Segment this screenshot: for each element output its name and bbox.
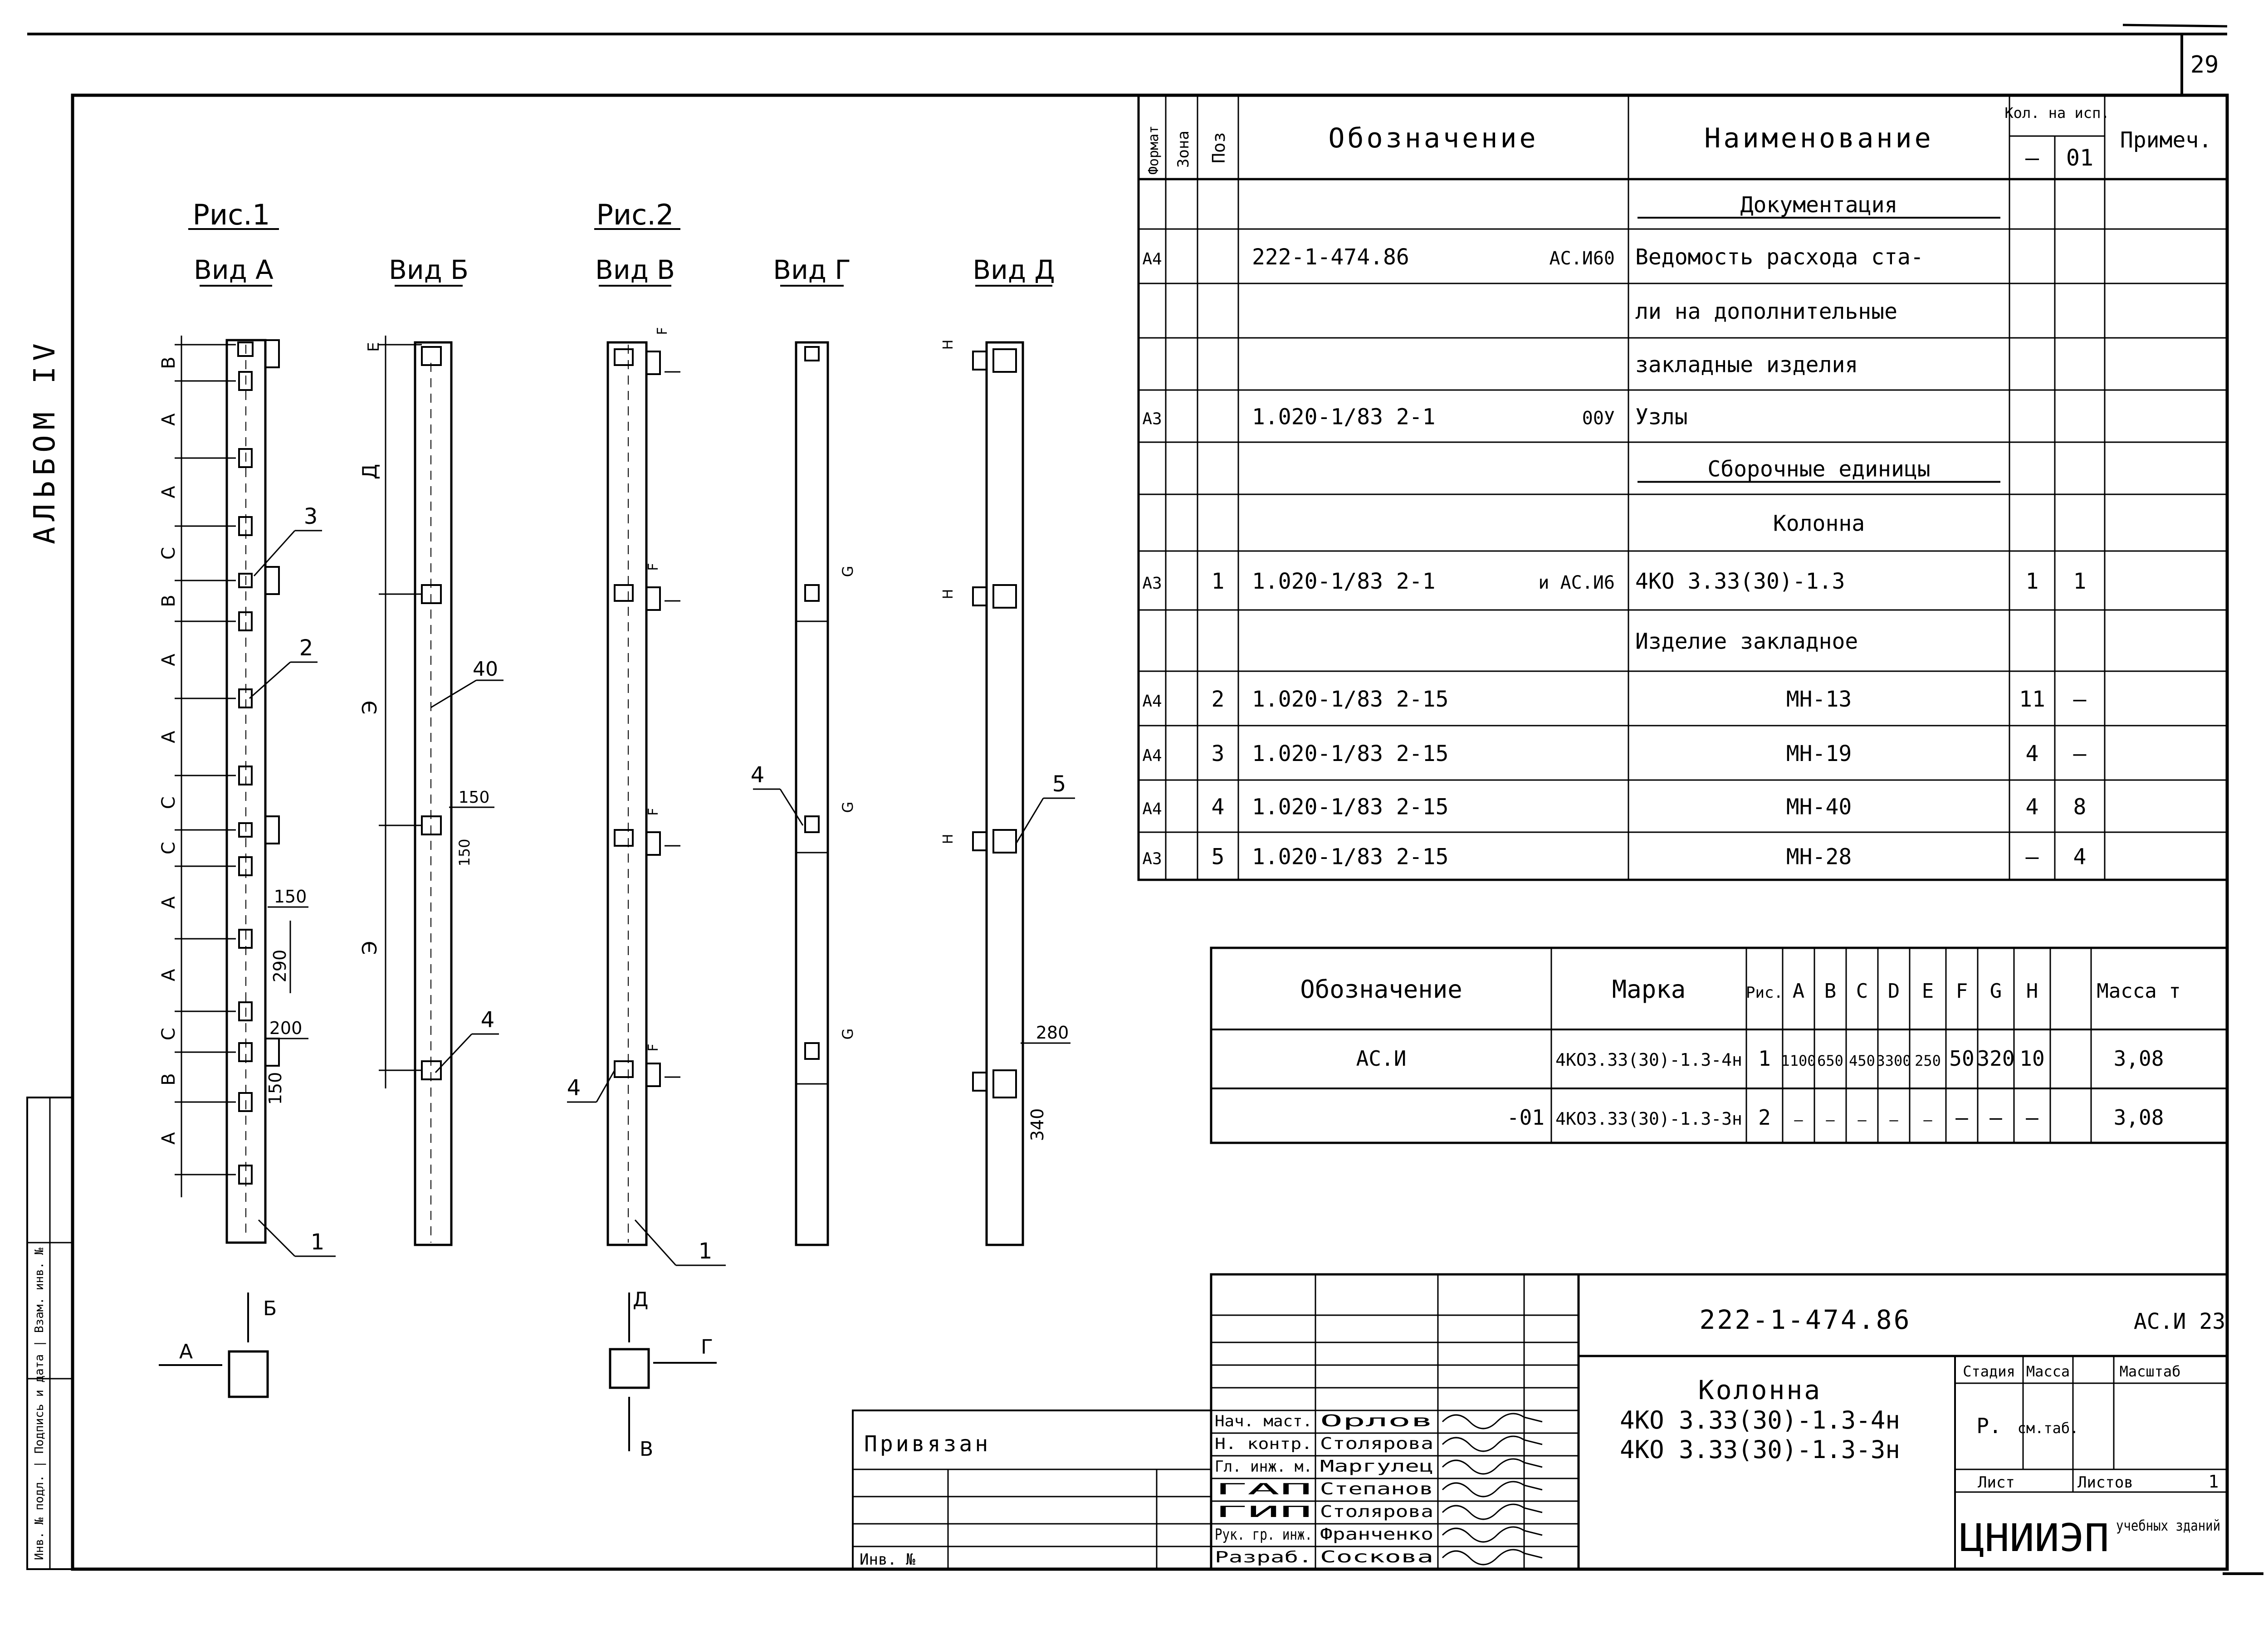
spec-qty1-cell: 4 <box>2025 741 2039 766</box>
org-name: учебных зданий <box>2116 1517 2220 1534</box>
section-right-g: Г <box>701 1336 713 1359</box>
dim-150c: 150 <box>458 788 490 807</box>
dim-340: 340 <box>1027 1108 1047 1141</box>
mark-cell: 450 <box>1849 1052 1875 1069</box>
dim-letter-d3: Э <box>358 941 381 955</box>
mark-cells <box>1300 975 2181 1130</box>
title-block <box>853 1274 2227 1569</box>
spec-code-cell: АС.И60 <box>1549 248 1615 269</box>
spec-pos-cell: 1 <box>1211 569 1225 594</box>
dim-letter: С <box>158 842 179 854</box>
spec-qty1-cell: 4 <box>2025 794 2039 820</box>
dim-150d: 150 <box>456 839 473 867</box>
dim-280: 280 <box>1036 1023 1069 1043</box>
mark-cell: – <box>1826 1111 1835 1128</box>
mark-cell: 3,08 <box>2113 1046 2164 1071</box>
spec-qty2-cell: 4 <box>2073 844 2087 870</box>
mark-header-cell: B <box>1824 980 1837 1003</box>
spec-name-cell: Изделие закладное <box>1635 629 1858 654</box>
section-right-v: В <box>640 1438 654 1461</box>
mark-cell: АС.И <box>1356 1046 1407 1071</box>
signer-rows <box>1215 1412 1542 1566</box>
sheets-label: Листов <box>2077 1473 2133 1492</box>
spec-qty1-cell: 1 <box>2025 569 2039 594</box>
dim-letter: С <box>158 796 179 809</box>
mark-cell: 250 <box>1915 1052 1941 1069</box>
spec-qty1-cell: – <box>2025 844 2039 870</box>
dim-letter-f1: F <box>655 327 670 335</box>
mark-header-cell: G <box>1989 980 2002 1003</box>
mark-cell: 1100 <box>1781 1052 1816 1069</box>
signer-role: Гл. инж. м. <box>1215 1458 1312 1476</box>
signer-name: Франченко <box>1320 1525 1433 1544</box>
dim-letter-g1: G <box>839 566 856 577</box>
sheet-code: АС.И 23 <box>2133 1309 2226 1334</box>
spec-name-cell: МН-13 <box>1786 687 1852 712</box>
fig2-title: Рис.2 <box>596 198 674 231</box>
spec-qty1-cell: 11 <box>2019 687 2045 712</box>
spec-header-designation: Обозначение <box>1328 122 1539 154</box>
dim-letter-h1: H <box>940 339 956 350</box>
sheet-label: Лист <box>1978 1473 2015 1492</box>
dim-letter-d1: Д <box>358 463 381 480</box>
spec-code-cell: и АС.И6 <box>1538 572 1615 593</box>
signature-scribble <box>1442 1550 1542 1565</box>
signer-role: Нач. маст. <box>1215 1412 1312 1430</box>
spec-header-qty: Кол. на исп. <box>2004 104 2110 122</box>
spec-name-cell: Узлы <box>1635 404 1688 430</box>
spec-name-cell: Ведомость расхода ста- <box>1635 244 1924 270</box>
callout-2: 2 <box>299 635 313 661</box>
dim-letter: С <box>158 1028 179 1040</box>
mark-header-cell: Масса т <box>2097 980 2181 1003</box>
mark-cell: 3300 <box>1876 1052 1911 1069</box>
spec-header-zone: Зона <box>1174 131 1193 168</box>
spec-pos-cell: 2 <box>1211 687 1225 712</box>
dim-letter: В <box>158 1073 179 1086</box>
mark-cell: – <box>1955 1105 1968 1130</box>
spec-pos-cell: 3 <box>1211 741 1225 766</box>
signer-name: Столярова <box>1320 1434 1433 1453</box>
spec-format-cell: А3 <box>1142 574 1162 593</box>
spec-qty2-cell: 1 <box>2073 569 2087 594</box>
dim-letter: А <box>158 1132 179 1145</box>
spec-header-pos: Поз <box>1209 132 1229 163</box>
view-a-column <box>158 336 336 1256</box>
view-v-title: Вид В <box>595 254 675 285</box>
callout-4-g: 4 <box>750 762 765 788</box>
mark-cell: 3,08 <box>2113 1105 2164 1130</box>
dim-letter: А <box>158 731 179 743</box>
signature-scribble <box>1442 1414 1542 1429</box>
spec-designation-cell: 1.020-1/83 2-15 <box>1252 844 1449 870</box>
spec-format-cell: А4 <box>1142 250 1162 268</box>
spec-name-cell: закладные изделия <box>1635 352 1858 378</box>
signer-name: Соскова <box>1320 1548 1433 1566</box>
mass-label: Масса <box>2026 1363 2070 1380</box>
mark-cell: 50 <box>1949 1046 1975 1071</box>
view-a-title: Вид А <box>194 254 274 285</box>
spec-header-name: Наименование <box>1704 122 1934 154</box>
mark-header-cell: Обозначение <box>1300 975 1462 1004</box>
view-b-title: Вид Б <box>389 254 469 285</box>
dim-letter: С <box>158 547 179 560</box>
mark-cell: 650 <box>1817 1052 1843 1069</box>
spec-name-cell: Сборочные единицы <box>1707 456 1931 482</box>
dim-letter-e-b: Е <box>365 342 383 352</box>
spec-table <box>1139 95 2227 880</box>
drawing-title: Колонна <box>1698 1375 1822 1405</box>
dim-letter-f3: F <box>645 808 661 816</box>
stage-value: Р. <box>1976 1414 2002 1438</box>
signer-name: Орлов <box>1320 1412 1433 1430</box>
spec-designation-cell: 1.020-1/83 2-1 <box>1252 569 1436 594</box>
signer-name: Степанов <box>1320 1480 1433 1498</box>
view-g-title: Вид Г <box>773 254 851 285</box>
drawing-subtitle-1: 4КО 3.33(30)-1.3-4н <box>1620 1406 1900 1434</box>
mark-header-cell: C <box>1856 980 1868 1003</box>
dim-letter-g2: G <box>839 801 856 813</box>
album-label: АЛЬБОМ IV <box>28 338 62 544</box>
mark-table <box>1211 948 2227 1143</box>
dim-150b: 150 <box>265 1072 285 1105</box>
signer-role: ГИП <box>1215 1503 1312 1521</box>
side-stamp <box>27 1097 73 1569</box>
dim-letter-h3: H <box>940 834 956 844</box>
mark-cell: 320 <box>1977 1046 2015 1071</box>
view-g-column <box>751 342 856 1245</box>
dim-letter-g3: G <box>839 1028 856 1040</box>
signature-scribble <box>1442 1459 1542 1474</box>
dim-150: 150 <box>274 887 307 907</box>
signature-scribble <box>1442 1436 1542 1451</box>
side-stamp-text: Инв. № подл. | Подпись и дата | Взам. инв. № <box>33 1248 46 1560</box>
spec-header-format: Формат <box>1146 125 1162 175</box>
section-left-b: Б <box>263 1297 277 1320</box>
spec-qty2-cell: – <box>2073 741 2087 766</box>
spec-designation-cell: 222-1-474.86 <box>1252 244 1409 270</box>
dim-letter-d2: Э <box>358 700 381 715</box>
drawing-subtitle-2: 4КО 3.33(30)-1.3-3н <box>1620 1435 1900 1464</box>
signature-scribble <box>1442 1504 1542 1519</box>
mark-cell: – <box>1794 1111 1803 1128</box>
view-d-column <box>940 340 1075 1245</box>
spec-designation-cell: 1.020-1/83 2-15 <box>1252 741 1449 766</box>
spec-qty2-cell: – <box>2073 687 2087 712</box>
mark-cell: 4КО3.33(30)-1.3-3н <box>1555 1109 1742 1129</box>
view-a-dim-letters <box>158 356 179 1144</box>
dim-letter: А <box>158 413 179 426</box>
spec-designation-cell: 1.020-1/83 2-15 <box>1252 687 1449 712</box>
org-logo: ЦНИИЭП <box>1960 1516 2109 1560</box>
signer-role: ГАП <box>1215 1480 1312 1498</box>
section-left <box>159 1293 277 1397</box>
view-v-column <box>567 327 726 1265</box>
mark-header-cell: E <box>1921 980 1934 1003</box>
spec-pos-cell: 4 <box>1211 794 1225 820</box>
spec-header-note: Примеч. <box>2120 127 2212 153</box>
dim-letter: А <box>158 896 179 909</box>
spec-format-cell: А4 <box>1142 692 1162 711</box>
mark-cell: – <box>1989 1105 2002 1130</box>
dim-letter: А <box>158 486 179 498</box>
signer-role: Н. контр. <box>1215 1435 1312 1453</box>
mark-header-cell: A <box>1792 980 1805 1003</box>
stage-label: Стадия <box>1963 1363 2015 1380</box>
mass-value: см.таб. <box>2017 1419 2079 1437</box>
signer-name: Столярова <box>1320 1502 1433 1521</box>
mark-cell: – <box>2026 1105 2038 1130</box>
dim-40: 40 <box>473 658 498 681</box>
spec-format-cell: А3 <box>1142 410 1162 429</box>
callout-3: 3 <box>303 504 318 529</box>
dim-letter-f2: F <box>645 563 661 571</box>
callout-1-left: 1 <box>310 1229 325 1255</box>
section-left-a: А <box>179 1340 193 1363</box>
mark-cell: -01 <box>1506 1105 1545 1130</box>
spec-name-cell: 4КО 3.33(30)-1.3 <box>1635 569 1845 594</box>
callout-4-v: 4 <box>567 1075 581 1101</box>
mark-header-cell: Марка <box>1612 975 1686 1004</box>
fig1-title: Рис.1 <box>192 198 270 231</box>
dim-letter: А <box>158 969 179 981</box>
spec-pos-cell: 5 <box>1211 844 1225 870</box>
mark-cell: 4КО3.33(30)-1.3-4н <box>1555 1050 1742 1070</box>
mark-cell: – <box>1923 1111 1932 1128</box>
spec-name-cell: Документация <box>1740 192 1898 218</box>
mark-cell: 1 <box>1758 1046 1771 1071</box>
spec-header-qty-col: — <box>2025 145 2039 171</box>
signature-scribble <box>1442 1482 1542 1497</box>
spec-format-cell: А4 <box>1142 746 1162 765</box>
dim-200: 200 <box>269 1018 303 1038</box>
dim-290: 290 <box>270 949 290 983</box>
spec-name-cell: МН-28 <box>1786 844 1852 870</box>
spec-name-cell: МН-19 <box>1786 741 1852 766</box>
callout-1-v: 1 <box>698 1239 713 1264</box>
spec-code-cell: 00У <box>1582 408 1615 429</box>
scale-label: Масштаб <box>2119 1363 2181 1380</box>
sheet-number: 29 <box>2190 51 2219 78</box>
callout-4-b: 4 <box>480 1007 495 1033</box>
sheets-value: 1 <box>2208 1472 2219 1492</box>
dim-letter: В <box>158 595 179 607</box>
view-d-title: Вид Д <box>973 254 1055 285</box>
dim-letter: А <box>158 654 179 666</box>
signer-name: Маргулец <box>1320 1457 1433 1476</box>
callout-5: 5 <box>1052 771 1066 797</box>
spec-format-cell: А3 <box>1142 849 1162 868</box>
mark-header-cell: Рис. <box>1746 984 1783 1002</box>
mark-cell: – <box>1889 1111 1898 1128</box>
view-b-column <box>358 336 503 1245</box>
signature-scribble <box>1442 1527 1542 1542</box>
signer-role: Рук. гр. инж. <box>1215 1526 1312 1544</box>
spec-name-cell: Колонна <box>1773 511 1865 537</box>
spec-format-cell: А4 <box>1142 800 1162 819</box>
spec-designation-cell: 1.020-1/83 2-15 <box>1252 794 1449 820</box>
dim-letter: В <box>158 356 179 369</box>
section-right <box>610 1288 717 1461</box>
mark-header-cell: H <box>2026 980 2038 1003</box>
mark-header-cell: F <box>1955 980 1968 1003</box>
spec-header-qty-col: 01 <box>2066 145 2094 171</box>
inv-no-label: Инв. № <box>860 1551 915 1569</box>
dim-letter-h2: H <box>940 589 956 600</box>
mark-header-cell: D <box>1887 980 1900 1003</box>
signer-role: Разраб. <box>1215 1548 1312 1566</box>
dim-letter-f4: F <box>645 1044 661 1052</box>
spec-qty2-cell: 8 <box>2073 794 2087 820</box>
doc-code: 222-1-474.86 <box>1699 1304 1911 1335</box>
spec-name-cell: ли на дополнительные <box>1635 299 1897 324</box>
section-right-d: Д <box>633 1288 649 1311</box>
spec-designation-cell: 1.020-1/83 2-1 <box>1252 404 1436 430</box>
mark-cell: 10 <box>2019 1046 2045 1071</box>
spec-rows <box>1142 192 2086 870</box>
privyazan-label: Привязан <box>864 1431 991 1457</box>
mark-cell: 2 <box>1758 1105 1771 1130</box>
mark-cell: – <box>1857 1111 1867 1128</box>
spec-name-cell: МН-40 <box>1786 794 1852 820</box>
